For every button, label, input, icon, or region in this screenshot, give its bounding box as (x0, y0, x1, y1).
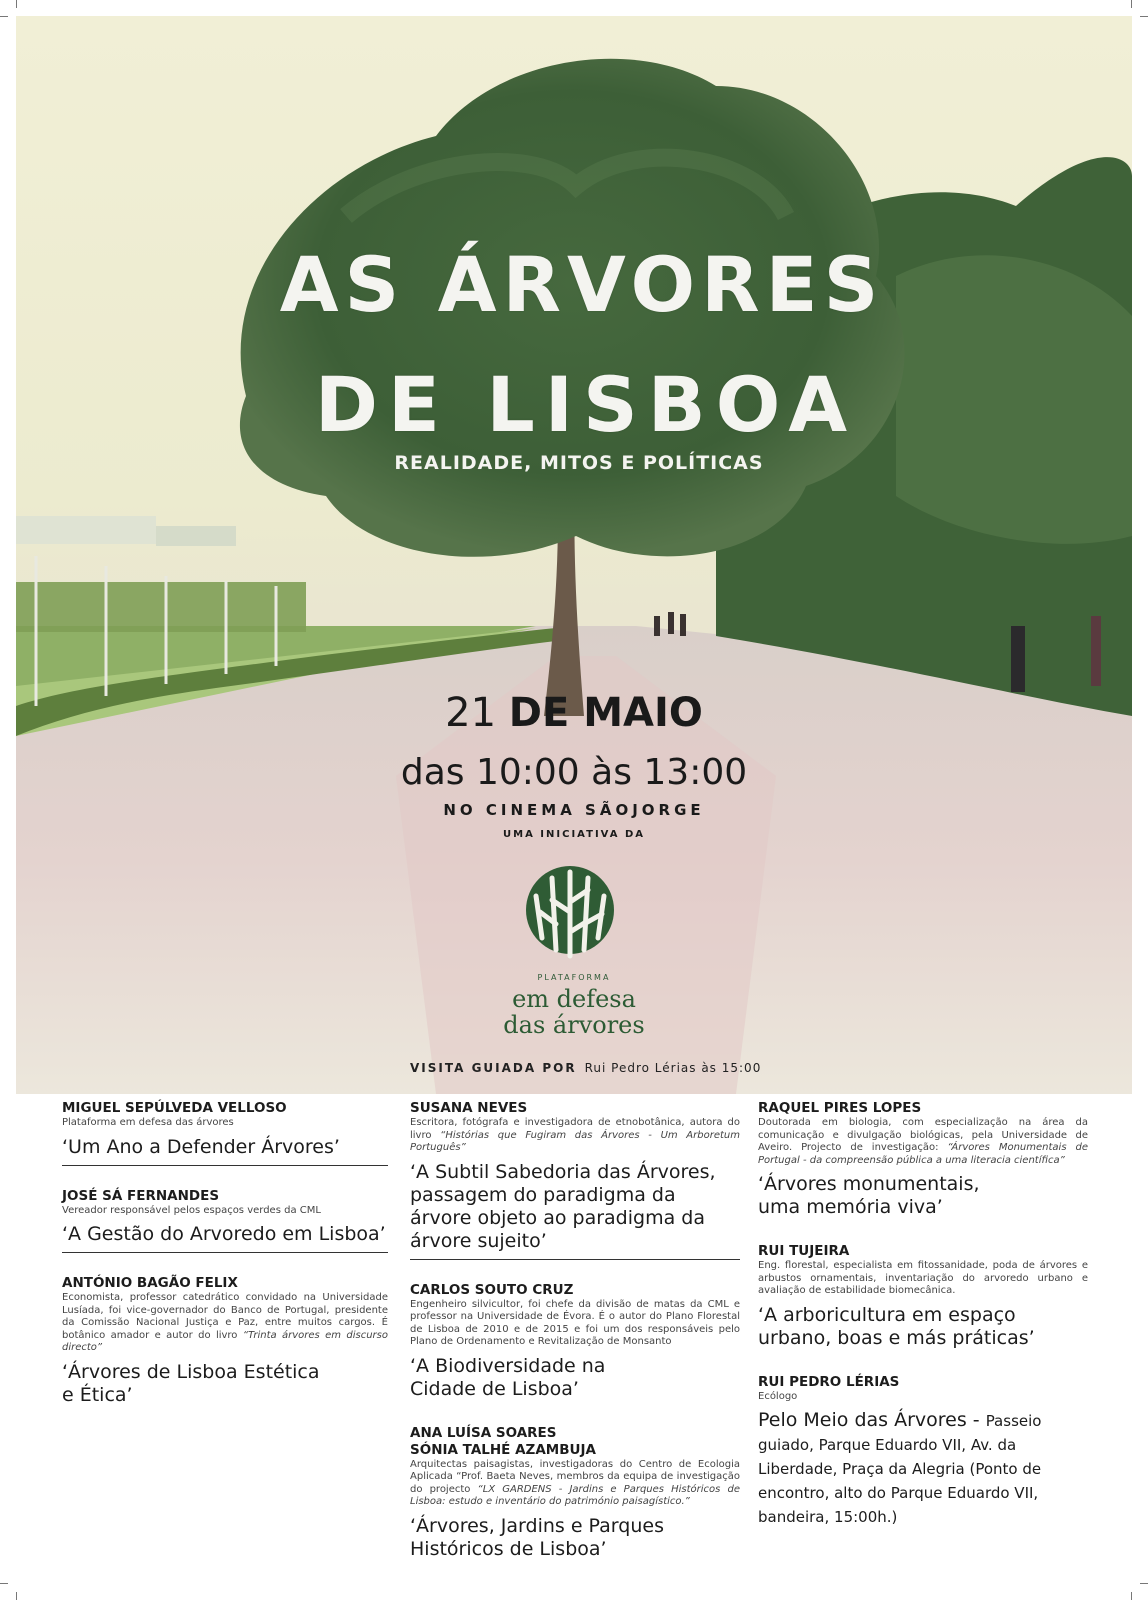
talk-title: ‘Um Ano a Defender Árvores’ (62, 1136, 388, 1166)
talk-details: Passeio guiado, Parque Eduardo VII, Av. da Liberdade, Praça da Alegria (Ponto de encontro, alto do Parque Eduardo VII, bandeira, 15:00h.) (758, 1412, 1042, 1526)
speaker-name: RAQUEL PIRES LOPES (758, 1100, 922, 1116)
talk-title (758, 1409, 1088, 1535)
crop-mark (1140, 1583, 1148, 1584)
date-number: 21 (445, 690, 497, 736)
speaker-name: RUI TUJEIRA (758, 1243, 850, 1259)
talk-title: ‘Árvores, Jardins e Parques Históricos de Lisboa’ (410, 1514, 664, 1560)
date-month: DE MAIO (508, 690, 703, 736)
talk-title: ‘A Biodiversidade na Cidade de Lisboa’ (410, 1354, 606, 1400)
speaker-bio: Escritora, fotógrafa e investigadora de etnobotânica, autora do livro “Histórias que Fugiram das Árvores - Um Arboretum Português” (410, 1117, 740, 1153)
speaker-bio: Economista, professor catedrático convidado na Universidade Lusíada, foi vice-governador do Banco de Portugal, presidente da Comissão Nacional Justiça e Paz, entre muitos cargos. É botânico amador e autor do livro “Trinta árvores em discurso directo” (62, 1292, 389, 1353)
speaker-bio: Eng. florestal, especialista em fitossanidade, poda de árvores e arbustos ornamentais, inventariação do arvoredo urbano e avaliação de estabilidade biomecânica. (758, 1260, 1088, 1296)
logo-tagline: PLATAFORMA (537, 973, 611, 982)
talk-title: ‘A Subtil Sabedoria das Árvores, passagem do paradigma da árvore objeto ao paradigma da árvore sujeito’ (410, 1161, 740, 1260)
speaker-bio: Ecólogo (758, 1390, 798, 1402)
speaker-bio: Doutorada em biologia, com especialização na área da comunicação e divulgação biológicas, pela Universidade de Aveiro. Projecto de investigação: “Árvores Monumentais de Portugal - da compreensão pública a uma literacia científica” (758, 1117, 1088, 1166)
talk-title: ‘Árvores monumentais, uma memória viva’ (758, 1173, 980, 1218)
event-time: das 10:00 às 13:00 (400, 752, 748, 793)
poster-subtitle: REALIDADE, MITOS E POLÍTICAS (394, 452, 764, 474)
speaker-name: SUSANA NEVES (410, 1100, 528, 1116)
speaker-entry (758, 1243, 1088, 1356)
talk-title-main: Pelo Meio das Árvores - (758, 1409, 980, 1431)
speaker-bio: Plataforma em defesa das árvores (62, 1117, 234, 1128)
crop-mark (1131, 1592, 1132, 1600)
event-date (0, 690, 1148, 736)
speaker-entry (758, 1374, 1088, 1536)
speaker-name: CARLOS SOUTO CRUZ (410, 1281, 574, 1298)
speaker-name: JOSÉ SÁ FERNANDES (62, 1187, 220, 1204)
talk-title: ‘Árvores de Lisboa Estética e Ética’ (62, 1360, 320, 1406)
logo-wordmark-line2: das árvores (503, 1011, 645, 1039)
speaker-name: MIGUEL SEPÚLVEDA VELLOSO (62, 1100, 287, 1116)
crop-mark (0, 16, 8, 17)
logo-wordmark-line1: em defesa (512, 985, 636, 1013)
crop-mark (1140, 16, 1148, 17)
talk-title: ‘A arboricultura em espaço urbano, boas e más práticas’ (758, 1303, 1035, 1349)
speaker-bio: Arquitectas paisagistas, investigadoras do Centro de Ecologia Aplicada “Prof. Baeta Neves, membros da equipa de investigação do projecto “LX GARDENS - Jardins e Parques Históricos de Lisboa: estudo e inventário do património paisagístico.” (410, 1458, 740, 1507)
guided-visit-text: Rui Pedro Lérias às 15:00 (584, 1061, 762, 1075)
program-column-2 (410, 1100, 740, 1577)
speaker-bio: Engenheiro silvicultor, foi chefe da divisão de matas da CML e professor na Universidade de Évora. É o autor do Plano Florestal de Lisboa de 2010 e de 2015 e foi um dos responsáveis pelo Plano de Ordenamento e Revitalização de Monsanto (410, 1298, 740, 1347)
tree-logo-icon (522, 862, 618, 962)
speaker-entry (62, 1275, 388, 1413)
speaker-entry (410, 1100, 740, 1260)
initiative-label: UMA INICIATIVA DA (503, 829, 645, 840)
speaker-entry (410, 1282, 740, 1407)
speaker-entry (62, 1188, 388, 1254)
program-column-1 (62, 1100, 388, 1423)
program-column-3 (758, 1100, 1088, 1545)
talk-title: ‘A Gestão do Arvoredo em Lisboa’ (62, 1223, 388, 1253)
guided-visit-label: VISITA GUIADA POR (410, 1061, 577, 1075)
logo-wordmark (0, 986, 1148, 1038)
poster-title-line1: AS ÁRVORES (279, 240, 885, 329)
crop-mark (16, 1592, 17, 1600)
speaker-name: ANTÓNIO BAGÃO FELIX (62, 1275, 238, 1291)
speaker-entry (62, 1100, 388, 1166)
crop-mark (16, 0, 17, 8)
speaker-entry (410, 1425, 740, 1567)
speaker-entry (758, 1100, 1088, 1225)
speaker-name: ANA LUÍSA SOARES (410, 1424, 557, 1441)
speaker-bio: Vereador responsável pelos espaços verdes da CML (62, 1204, 321, 1216)
speaker-name-2: SÓNIA TALHÉ AZAMBUJA (410, 1441, 596, 1458)
crop-mark (1131, 0, 1132, 8)
speaker-name: RUI PEDRO LÉRIAS (758, 1373, 900, 1390)
crop-mark (0, 1583, 8, 1584)
guided-visit-line (410, 1061, 761, 1075)
event-venue: NO CINEMA SÃOJORGE (443, 801, 705, 819)
poster-title-line2: DE LISBOA (314, 360, 858, 449)
